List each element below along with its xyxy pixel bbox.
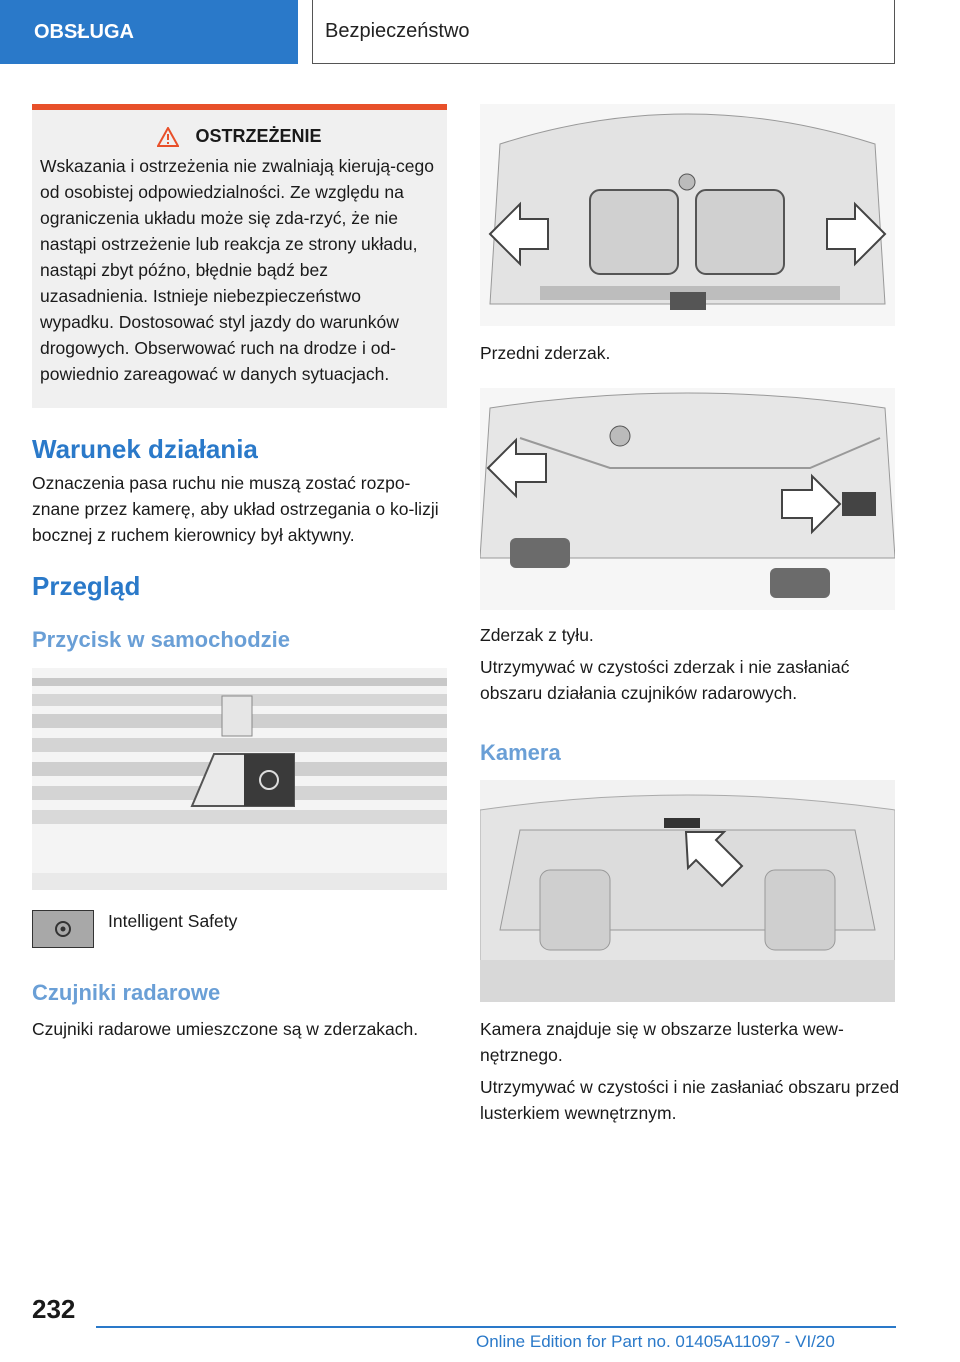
section-title: Bezpieczeństwo bbox=[312, 0, 895, 64]
overview-heading: Przegląd bbox=[32, 571, 141, 601]
warning-box bbox=[32, 104, 447, 408]
camera-text-2: Utrzymywać w czystości i nie zasłaniać obszaru przed lusterkiem wewnętrznym. bbox=[480, 1077, 900, 1123]
page-number: 232 bbox=[32, 1294, 76, 1324]
rear-bumper-caption: Zderzak z tyłu. bbox=[480, 625, 594, 645]
interior-camera-illustration bbox=[480, 780, 895, 1002]
camera-text-1: Kamera znajduje się w obszarze lusterka wew-nętrznego. bbox=[480, 1019, 844, 1065]
warning-text: Wskazania i ostrzeżenia nie zwalniają kierują-cego od osobistej odpowiedzialności. Ze względu na ograniczenia układu może się zda-rzyć, że nie nastąpi ostrzeżenie lub reakcja ze strony układu, nastąpi zbyt późno, błędnie bądź bez uzasadnienia. Istnieje niebezpieczeństwo wypadku. Dostosować styl jazdy do warunków drogowych. Obserwować ruch na drodze i od-powiednio zareagować w danych sytuacjach. bbox=[40, 156, 434, 384]
footer-rule bbox=[96, 1326, 896, 1328]
front-bumper-caption: Przedni zderzak. bbox=[480, 343, 611, 363]
grille-button-figure bbox=[32, 668, 447, 890]
button-heading: Przycisk w samochodzie bbox=[32, 627, 290, 652]
front-bumper-figure bbox=[480, 104, 895, 326]
intelligent-safety-button-icon bbox=[32, 910, 94, 948]
condition-heading: Warunek działania bbox=[32, 434, 258, 464]
radar-heading: Czujniki radarowe bbox=[32, 980, 221, 1005]
condition-text: Oznaczenia pasa ruchu nie muszą zostać rozpo-znane przez kamerę, aby układ ostrzegania o ko-lizji bocznej z ruchem kierownicy był aktywny. bbox=[32, 473, 439, 545]
warning-title-text: OSTRZEŻENIE bbox=[195, 126, 322, 146]
rear-bumper-text: Utrzymywać w czystości zderzak i nie zasłaniać obszaru działania czujników radarowych. bbox=[480, 657, 850, 703]
chapter-tab: OBSŁUGA bbox=[0, 0, 298, 64]
warning-triangle-icon bbox=[157, 127, 179, 147]
rear-car-illustration bbox=[480, 388, 895, 610]
footer-edition: Online Edition for Part no. 01405A11097 - VI/20 bbox=[476, 1332, 835, 1351]
intelligent-safety-label: Intelligent Safety bbox=[108, 911, 238, 931]
grille-illustration bbox=[32, 668, 447, 890]
camera-heading: Kamera bbox=[480, 740, 561, 765]
front-car-illustration bbox=[480, 104, 895, 326]
rear-bumper-figure bbox=[480, 388, 895, 610]
camera-figure bbox=[480, 780, 895, 1002]
warning-title bbox=[40, 126, 439, 147]
radar-text: Czujniki radarowe umieszczone są w zderzakach. bbox=[32, 1019, 419, 1039]
